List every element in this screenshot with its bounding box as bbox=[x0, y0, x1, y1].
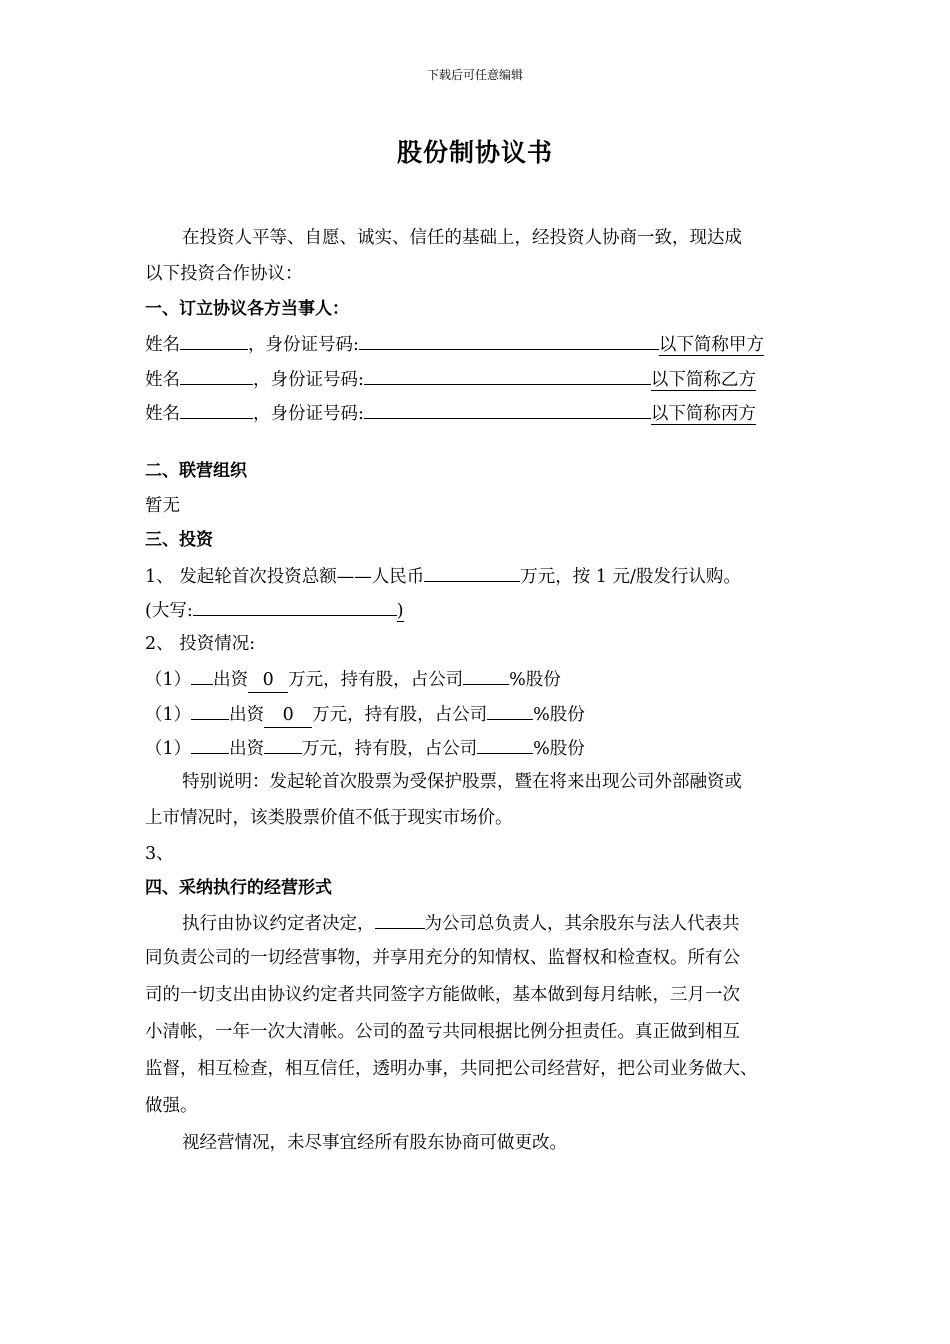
name-label: 姓名 bbox=[145, 404, 180, 424]
header-note: 下载后可任意编辑 bbox=[426, 68, 523, 82]
name-label: 姓名 bbox=[145, 370, 180, 390]
row-number: （1） bbox=[145, 705, 192, 725]
intro-line-1: 在投资人平等、自愿、诚实、信任的基础上，经投资人协商一致，现达成 bbox=[182, 228, 742, 248]
investor-row-1 bbox=[145, 666, 561, 693]
special-note-line-2: 上市情况时，该类股票价值不低于现实市场价。 bbox=[145, 808, 513, 828]
capital-words-blank[interactable] bbox=[193, 597, 397, 616]
section4-line-5: 监督，相互检查，相互信任，透明办事，共同把公司经营好，把公司业务做大、 bbox=[145, 1059, 758, 1079]
investor-blank[interactable] bbox=[191, 735, 229, 754]
row-label-c: %股份 bbox=[533, 739, 585, 759]
id-label: ，身份证号码: bbox=[248, 335, 359, 355]
para1-text-a: 执行由协议约定者决定， bbox=[182, 914, 375, 934]
manager-blank[interactable] bbox=[375, 910, 425, 929]
item2-line: 2、 投资情况: bbox=[145, 634, 256, 654]
document-title: 股份制协议书 bbox=[396, 138, 553, 167]
percent-blank[interactable] bbox=[463, 666, 509, 685]
amount-blank[interactable]: 0 bbox=[248, 668, 288, 693]
intro-line-2: 以下投资合作协议： bbox=[145, 264, 303, 284]
investor-row-2 bbox=[145, 701, 585, 728]
item1-text-c: (大写: bbox=[145, 601, 193, 621]
para1-text-b: 为公司总负责人，其余股东与法人代表共 bbox=[424, 914, 740, 934]
section4-line-6: 做强。 bbox=[145, 1096, 198, 1116]
percent-blank[interactable] bbox=[477, 735, 533, 754]
row-label-a: 出资 bbox=[229, 739, 265, 759]
id-label: ，身份证号码: bbox=[253, 370, 364, 390]
party-alias: 以下简称丙方 bbox=[650, 404, 756, 424]
row-label-b: 万元，持有股，占公司 bbox=[312, 705, 488, 725]
investor-row-3 bbox=[145, 735, 585, 761]
section4-heading: 四、采纳执行的经营形式 bbox=[145, 878, 332, 898]
name-blank[interactable] bbox=[180, 400, 253, 419]
row-label-b: 万元，持有股，占公司 bbox=[288, 670, 464, 690]
investor-blank[interactable] bbox=[191, 701, 229, 720]
party-row-1 bbox=[145, 331, 764, 357]
total-amount-blank[interactable] bbox=[424, 563, 520, 582]
name-blank[interactable] bbox=[180, 366, 253, 385]
item3-line: 3、 bbox=[145, 844, 174, 864]
party-alias: 以下简称乙方 bbox=[650, 370, 756, 390]
party-alias: 以下简称甲方 bbox=[658, 335, 764, 355]
section2-heading: 二、联营组织 bbox=[145, 461, 247, 481]
row-label-a: 出资 bbox=[229, 705, 265, 725]
amount-blank[interactable]: 0 bbox=[264, 703, 312, 728]
section3-heading: 三、投资 bbox=[145, 530, 213, 550]
item1-text-b: 万元，按 1 元/股发行认购。 bbox=[520, 567, 741, 587]
row-label-a: 出资 bbox=[213, 670, 249, 690]
special-note-line-1: 特别说明：发起轮首次股票为受保护股票，暨在将来出现公司外部融资或 bbox=[182, 772, 742, 792]
row-label-c: %股份 bbox=[533, 705, 585, 725]
name-blank[interactable] bbox=[180, 331, 248, 350]
row-label-c: %股份 bbox=[509, 670, 561, 690]
row-number: （1） bbox=[145, 670, 192, 690]
section1-heading: 一、订立协议各方当事人： bbox=[145, 299, 349, 319]
row-label-b: 万元，持有股，占公司 bbox=[302, 739, 478, 759]
item1-text-a: 1、 发起轮首次投资总额——人民币 bbox=[145, 567, 425, 587]
id-blank[interactable] bbox=[359, 331, 659, 350]
investor-blank[interactable] bbox=[191, 666, 213, 685]
investment-total-line bbox=[145, 563, 741, 589]
row-number: （1） bbox=[145, 739, 192, 759]
section2-body: 暂无 bbox=[145, 496, 180, 516]
item1-text-d: ) bbox=[396, 601, 404, 621]
amount-blank[interactable] bbox=[264, 735, 302, 754]
party-row-3 bbox=[145, 400, 756, 426]
name-label: 姓名 bbox=[145, 335, 180, 355]
id-blank[interactable] bbox=[364, 366, 651, 385]
id-label: ，身份证号码: bbox=[253, 404, 364, 424]
section4-para1-line1 bbox=[182, 910, 740, 936]
capital-words-line bbox=[145, 597, 404, 623]
party-row-2 bbox=[145, 366, 756, 392]
section4-line-3: 司的一切支出由协议约定者共同签字方能做帐，基本做到每月结帐，三月一次 bbox=[145, 985, 740, 1005]
id-blank[interactable] bbox=[364, 400, 651, 419]
section4-para2: 视经营情况，未尽事宜经所有股东协商可做更改。 bbox=[182, 1133, 567, 1153]
section4-line-2: 同负责公司的一切经营事物，并享用充分的知情权、监督权和检查权。所有公 bbox=[145, 948, 740, 968]
percent-blank[interactable] bbox=[487, 701, 533, 720]
section4-line-4: 小清帐，一年一次大清帐。公司的盈亏共同根据比例分担责任。真正做到相互 bbox=[145, 1022, 740, 1042]
